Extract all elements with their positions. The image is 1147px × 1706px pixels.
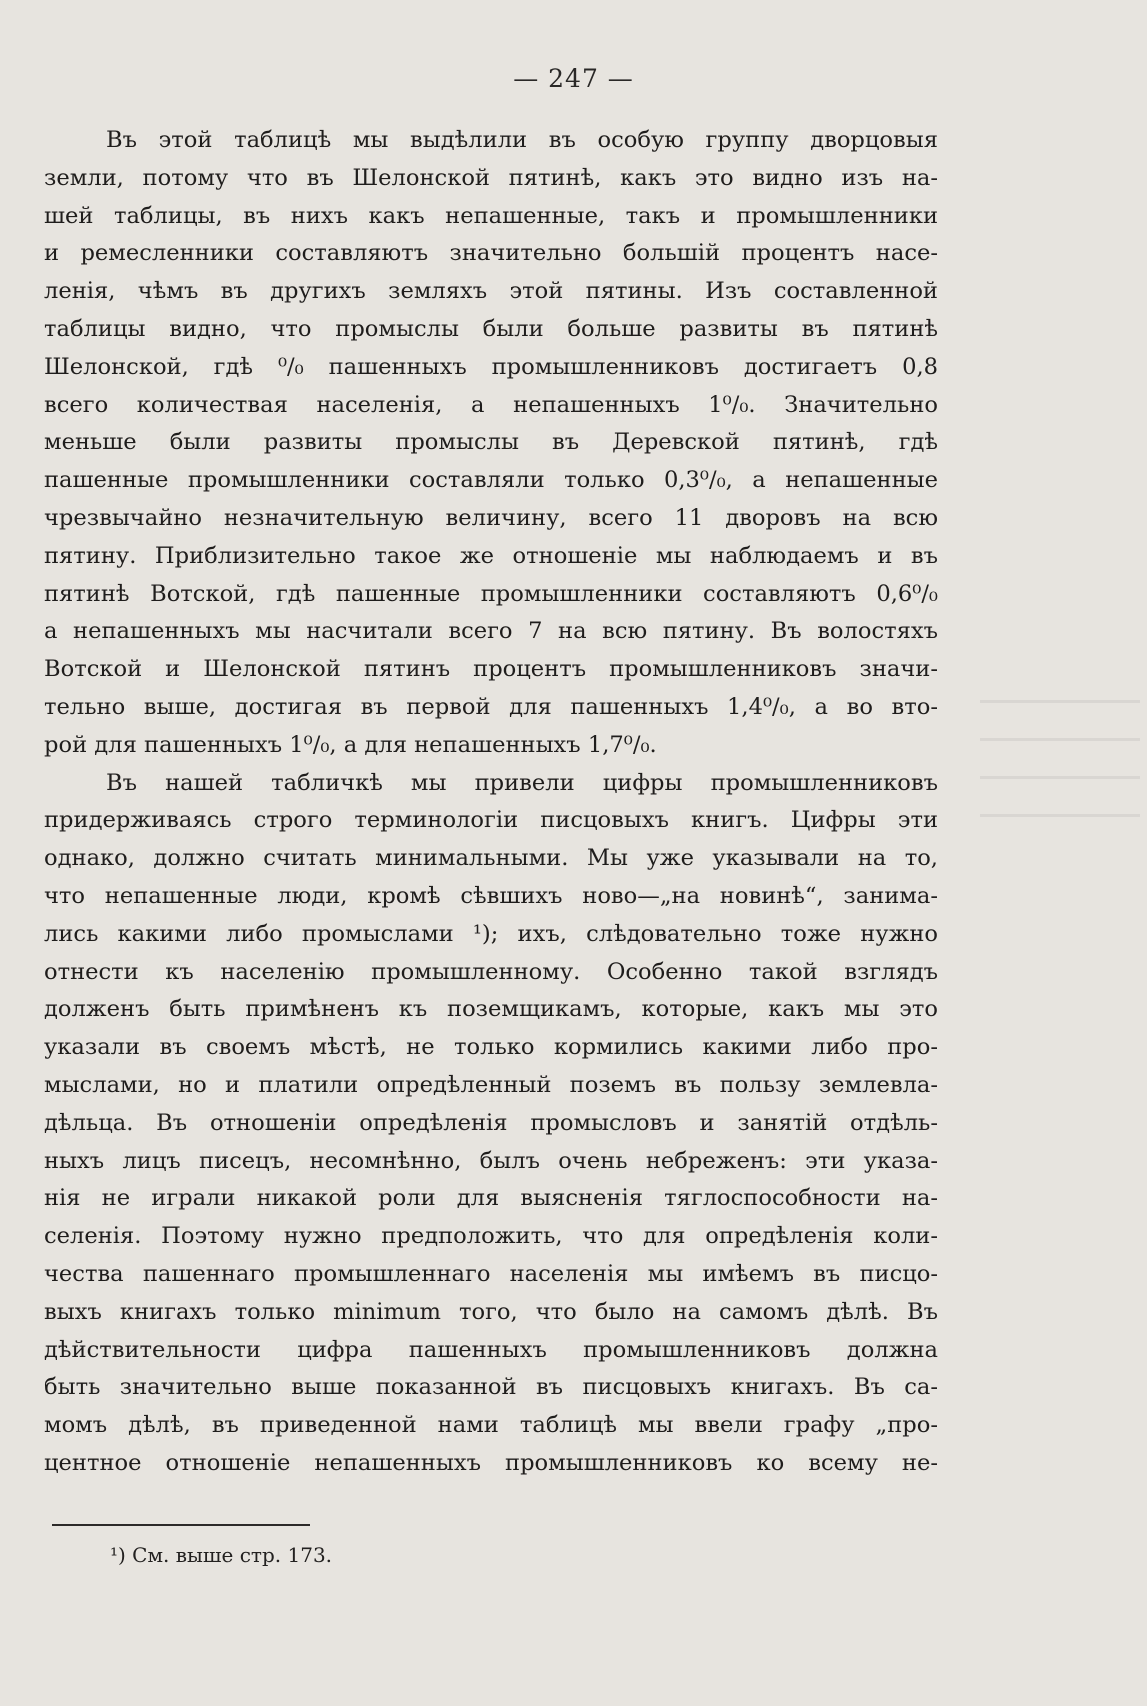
text-line: Въ нашей табличкѣ мы привели цифры промышленниковъ [106,769,938,796]
text-line: чества пашеннаго промышленнаго населенія мы имѣемъ въ писцо- [44,1260,938,1287]
text-line: ленія, чѣмъ въ другихъ земляхъ этой пятины. Изъ составленной [44,278,938,305]
text-line: придерживаясь строго терминологіи писцовыхъ книгъ. Цифры эти [44,807,938,834]
text-line: что непашенные люди, кромѣ сѣвшихъ ново—„на новинѣ“, занима- [44,882,938,909]
text-line: всего количествая населенія, а непашенныхъ 1⁰/₀. Значительно [44,391,938,418]
text-line: тельно выше, достигая въ первой для пашенныхъ 1,4⁰/₀, а во вто- [44,693,938,720]
text-line: нія не играли никакой роли для выясненія тяглоспособности на- [44,1185,938,1212]
footnote: ¹) См. выше стр. 173. [110,1543,333,1567]
text-line: таблицы видно, что промыслы были больше развиты въ пятинѣ [44,315,938,342]
text-line: Въ этой таблицѣ мы выдѣлили въ особую группу дворцовыя [106,127,938,153]
text-line: чрезвычайно незначительную величину, всего 11 дворовъ на всю [44,504,938,531]
text-line: земли, потому что въ Шелонской пятинѣ, какъ это видно изъ на- [44,164,938,191]
text-line: ныхъ лицъ писецъ, несомнѣнно, былъ очень небреженъ: эти указа- [44,1147,938,1174]
text-line: Вотской и Шелонской пятинъ процентъ промышленниковъ значи- [44,656,938,683]
text-line: указали въ своемъ мѣстѣ, не только кормились какими либо про- [44,1034,938,1061]
text-line: рой для пашенныхъ 1⁰/₀, а для непашенныхъ 1,7⁰/₀. [44,731,657,758]
text-line: дѣйствительности цифра пашенныхъ промышленниковъ должна [44,1336,938,1363]
text-line: центное отношеніе непашенныхъ промышленниковъ ко всему не- [44,1449,938,1476]
text-line: выхъ книгахъ только minimum того, что было на самомъ дѣлѣ. Въ [44,1298,938,1325]
text-line: быть значительно выше показанной въ писцовыхъ книгахъ. Въ са- [44,1374,938,1401]
page-number-header: — 247 — [513,64,634,93]
text-line: лись какими либо промыслами ¹); ихъ, слѣдовательно тоже нужно [44,920,938,947]
text-line: меньше были развиты промыслы въ Деревской пятинѣ, гдѣ [44,429,938,456]
text-line: а непашенныхъ мы насчитали всего 7 на всю пятину. Въ волостяхъ [44,618,938,645]
text-line: долженъ быть примѣненъ къ поземщикамъ, которые, какъ мы это [44,996,938,1023]
text-line: пятинѣ Вотской, гдѣ пашенные промышленники составляютъ 0,6⁰/₀ [44,580,938,607]
text-line: дѣльца. Въ отношеніи опредѣленія промысловъ и занятій отдѣль- [44,1109,938,1136]
text-line: момъ дѣлѣ, въ приведенной нами таблицѣ мы ввели графу „про- [44,1412,938,1439]
bleed-through-shadow [980,700,1140,820]
text-line: шей таблицы, въ нихъ какъ непашенные, такъ и промышленники [44,202,938,229]
text-line: и ремесленники составляютъ значительно большій процентъ насе- [44,240,938,267]
text-line: селенія. Поэтому нужно предположить, что для опредѣленія коли- [44,1223,938,1250]
footnote-divider [52,1524,310,1526]
text-line: Шелонской, гдѣ ⁰/₀ пашенныхъ промышленниковъ достигаетъ 0,8 [44,353,938,380]
text-line: отнести къ населенію промышленному. Особенно такой взглядъ [44,958,938,985]
text-line: пашенные промышленники составляли только 0,3⁰/₀, а непашенные [44,467,938,494]
text-line: пятину. Приблизительно такое же отношеніе мы наблюдаемъ и въ [44,542,938,569]
body-text [44,122,938,1483]
text-line: однако, должно считать минимальными. Мы уже указывали на то, [44,845,938,872]
text-line: мыслами, но и платили опредѣленный поземъ въ пользу землевла- [44,1071,938,1098]
